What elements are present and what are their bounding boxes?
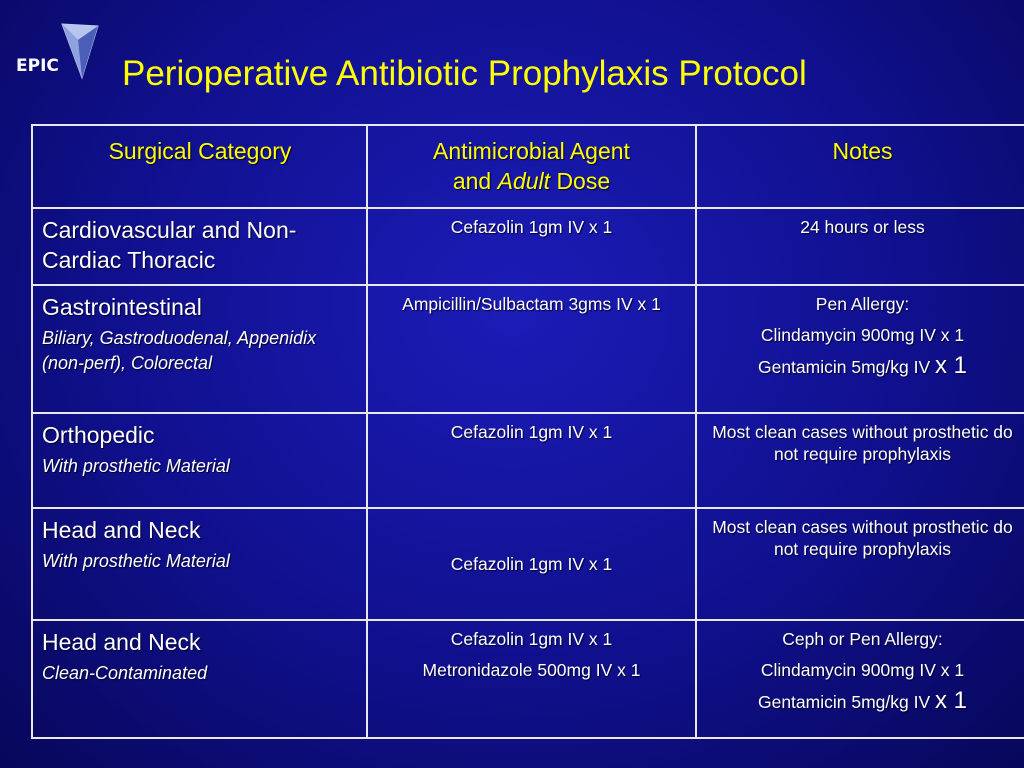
agent-dose-2: Metronidazole 500mg IV x 1: [422, 660, 641, 680]
notes-cell: [696, 620, 1024, 738]
table-row: [32, 285, 1024, 413]
agent-dose: Cefazolin 1gm IV x 1: [450, 217, 613, 237]
table-row: [32, 413, 1024, 508]
notes-alt-drug-1: Clindamycin 900mg IV x 1: [760, 325, 965, 345]
agent-dose: Cefazolin 1gm IV x 1: [450, 554, 613, 574]
category-subtext: Biliary, Gastroduodenal, Appenidix (non-perf), Colorectal: [42, 328, 317, 373]
category-subtext: With prosthetic Material: [42, 551, 230, 571]
header-agent-line1: Antimicrobial Agent: [433, 138, 630, 164]
agent-dose: Cefazolin 1gm IV x 1: [450, 422, 613, 442]
agent-cell: [367, 285, 696, 413]
category-name: Gastrointestinal: [42, 294, 202, 320]
agent-cell: [367, 413, 696, 508]
category-cell: [32, 620, 367, 738]
protocol-table: [31, 124, 1024, 739]
notes-alt-drug-2: [703, 352, 1022, 379]
notes-text: Most clean cases without prosthetic do not require prophylaxis: [712, 422, 1013, 464]
agent-cell: [367, 620, 696, 738]
header-agent-adult: Adult: [497, 168, 551, 194]
table-row: [32, 620, 1024, 738]
notes-alt-drug-2-text: Gentamicin 5mg/kg IV: [757, 357, 931, 377]
category-cell: [32, 508, 367, 620]
table-row: [32, 508, 1024, 620]
notes-alt-drug-2-suffix: x 1: [935, 687, 968, 714]
notes-allergy-label: Ceph or Pen Allergy:: [782, 629, 943, 649]
epic-logo: [12, 18, 102, 88]
header-agent-and: and: [452, 168, 492, 194]
notes-cell: [696, 508, 1024, 620]
category-name: Head and Neck: [42, 629, 201, 655]
agent-cell: [367, 508, 696, 620]
header-agent-dose: Dose: [556, 168, 611, 194]
logo-text: EPIC: [16, 56, 59, 76]
category-subtext: With prosthetic Material: [42, 456, 230, 476]
category-cell: [32, 285, 367, 413]
notes-text: Most clean cases without prosthetic do not require prophylaxis: [712, 517, 1013, 559]
page-title: Perioperative Antibiotic Prophylaxis Protocol: [122, 54, 807, 93]
header-notes: Notes: [696, 125, 1024, 208]
category-name: Cardiovascular and Non-Cardiac Thoracic: [42, 217, 297, 273]
table-header-row: [32, 125, 1024, 208]
notes-allergy-label: Pen Allergy:: [815, 294, 910, 314]
notes-cell: [696, 208, 1024, 285]
category-name: Head and Neck: [42, 517, 201, 543]
category-cell: [32, 208, 367, 285]
header-antimicrobial-agent: [367, 125, 696, 208]
notes-alt-drug-2: [703, 687, 1022, 714]
notes-alt-drug-2-text: Gentamicin 5mg/kg IV: [757, 692, 931, 712]
table-row: [32, 208, 1024, 285]
agent-dose-1: Cefazolin 1gm IV x 1: [450, 629, 613, 649]
header-surgical-category: Surgical Category: [32, 125, 367, 208]
category-name: Orthopedic: [42, 422, 155, 448]
epic-logo-icon: [12, 18, 102, 88]
agent-dose: Ampicillin/Sulbactam 3gms IV x 1: [402, 294, 661, 314]
notes-alt-drug-2-suffix: x 1: [935, 352, 968, 379]
notes-text: 24 hours or less: [800, 217, 925, 237]
notes-cell: [696, 413, 1024, 508]
category-subtext: Clean-Contaminated: [42, 663, 208, 683]
category-cell: [32, 413, 367, 508]
agent-cell: [367, 208, 696, 285]
notes-alt-drug-1: Clindamycin 900mg IV x 1: [760, 660, 965, 680]
notes-cell: [696, 285, 1024, 413]
